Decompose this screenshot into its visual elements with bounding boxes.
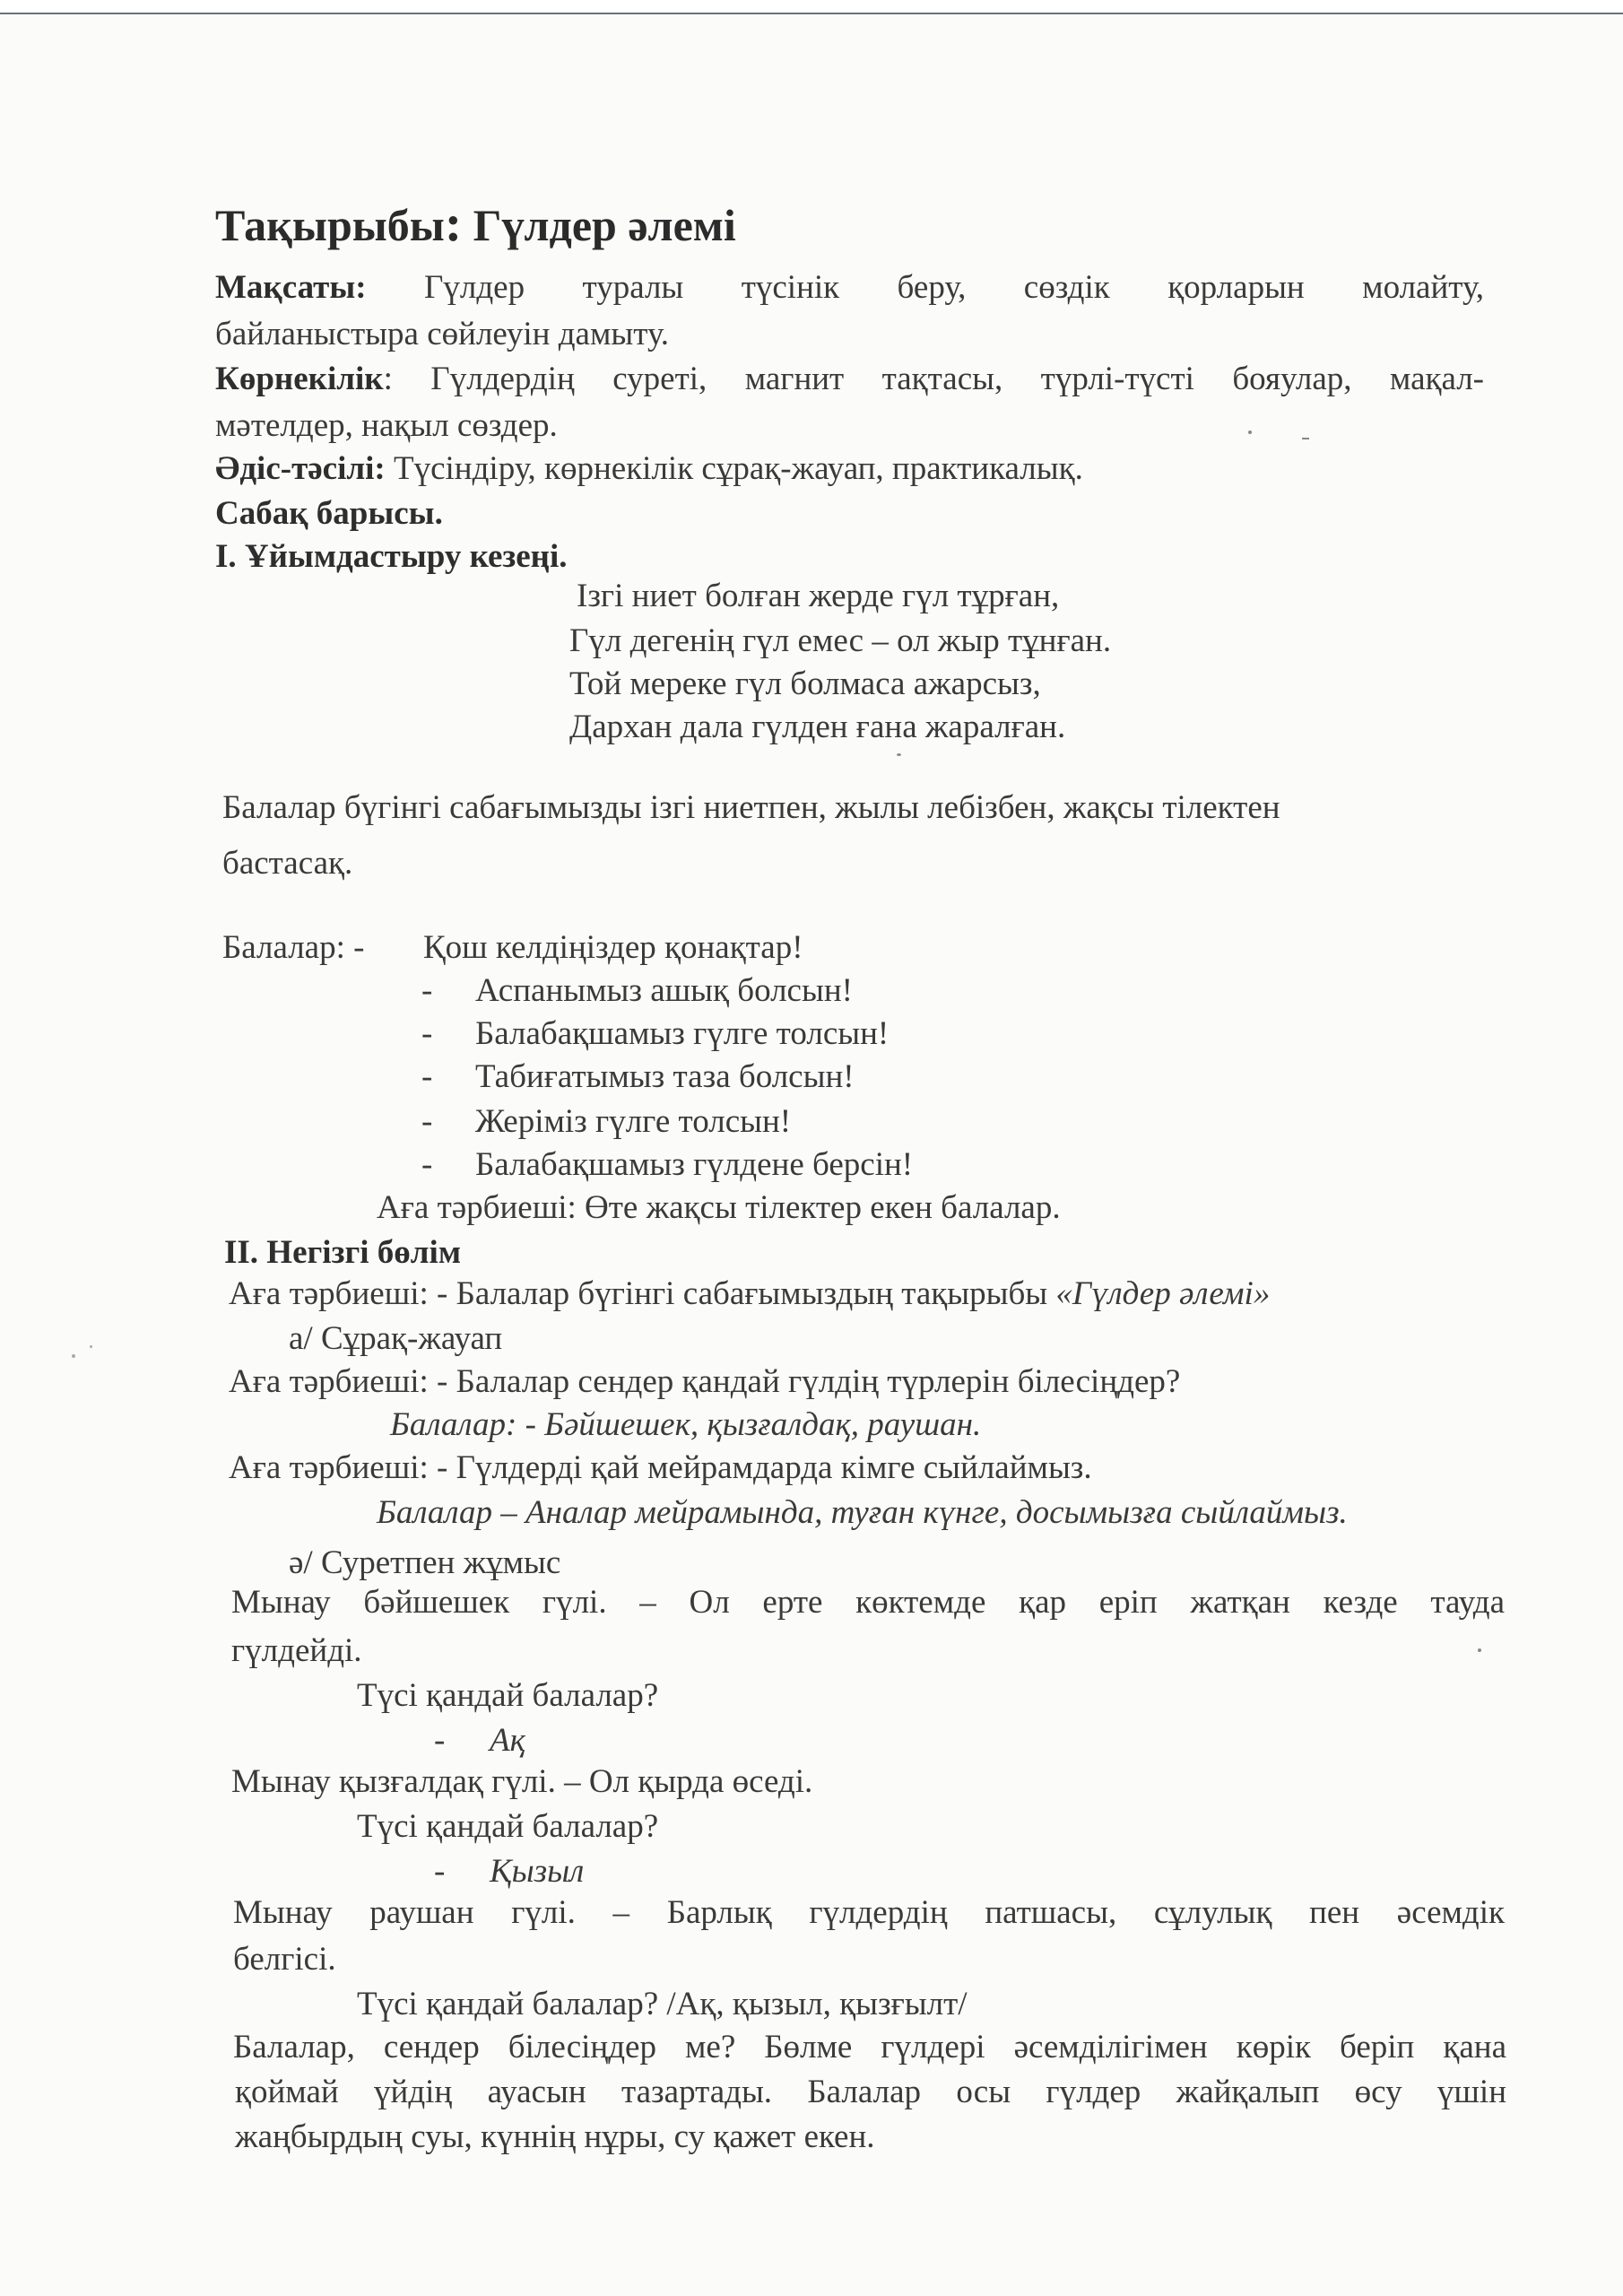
visual-label: Көрнекілік	[215, 361, 384, 397]
goal-line-1	[215, 267, 1484, 309]
wish-item	[421, 1057, 855, 1098]
answer-text: Қызыл	[490, 1853, 585, 1890]
flower-3-line-2: белгісі.	[233, 1941, 336, 1978]
section-1-heading: І. Ұйымдастыру кезеңі.	[215, 538, 568, 575]
wish-item	[421, 1144, 913, 1186]
list-dash: -	[421, 1146, 433, 1183]
topic-prefix: Аға тәрбиеші: - Балалар бүгінгі сабағымыздың тақырыбы	[229, 1275, 1056, 1312]
wish-text: Аспанымыз ашық болсын!	[475, 972, 853, 1009]
scan-speck	[1248, 430, 1252, 434]
scan-speck	[897, 753, 901, 756]
color-question-1: Түсі қандай балалар?	[357, 1677, 659, 1714]
wish-text: Балабақшамыз гүлге толсын!	[475, 1015, 890, 1052]
method-label: Әдіс-тәсілі:	[215, 450, 386, 487]
wish-text: Табиғатымыз таза болсын!	[475, 1058, 855, 1095]
goal-text: Гүлдер туралы түсінік беру, сөздік қорларын молайту,	[423, 269, 1484, 306]
answer-1: Балалар: - Бәйшешек, қызғалдақ, раушан.	[390, 1406, 982, 1443]
wish-item	[421, 970, 853, 1012]
teacher-reply: Аға тәрбиеші: Өте жақсы тілектер екен балалар.	[377, 1189, 1061, 1226]
title-text: Гүлдер әлемі	[473, 200, 736, 250]
color-answer-2	[434, 1851, 584, 1892]
wish-item	[421, 1013, 889, 1055]
list-dash: -	[421, 1058, 433, 1095]
question-1: Аға тәрбиеші: - Балалар сендер қандай гүлдің түрлерін білесіңдер?	[229, 1363, 1181, 1400]
topic-question	[229, 1274, 1270, 1315]
scan-speck	[72, 1354, 75, 1358]
intro-line-1: Балалар бүгінгі сабағымызды ізгі ниетпен, жылы лебізбен, жақсы тілектен	[222, 789, 1280, 826]
goal-line-2: байланыстыра сөйлеуін дамыту.	[215, 316, 669, 352]
flower-2-line: Мынау қызғалдақ гүлі. – Ол қырда өседі.	[231, 1763, 813, 1800]
list-dash: -	[434, 1722, 446, 1759]
answer-2: Балалар – Аналар мейрамында, туған күнге, досымызға сыйлаймыз.	[377, 1494, 1348, 1531]
topic-name: «Гүлдер әлемі»	[1055, 1275, 1271, 1312]
closing-line: жаңбырдың суы, күннің нұры, су қажет екен.	[235, 2118, 875, 2155]
color-answer-1	[434, 1720, 525, 1761]
method-line	[215, 448, 1083, 490]
poem-line: Дархан дала гүлден ғана жаралған.	[569, 709, 1066, 745]
list-dash: -	[434, 1853, 446, 1890]
visual-line-1	[215, 359, 1484, 400]
answer-text: Ақ	[490, 1722, 525, 1759]
method-text: Түсіндіру, көрнекілік сұрақ-жауап, практикалық.	[385, 450, 1083, 487]
list-dash: -	[421, 1103, 433, 1140]
color-question-3: Түсі қандай балалар? /Ақ, қызыл, қызғылт/	[357, 1986, 968, 2022]
closing-line: қоймай үйдің ауасын тазартады. Балалар осы гүлдер жайқалып өсу үшін	[235, 2074, 1506, 2110]
list-dash: -	[421, 972, 433, 1009]
poem-line: Той мереке гүл болмаса ажарсыз,	[569, 665, 1041, 702]
title-colon: :	[444, 194, 463, 252]
sub-section-b: ә/ Суретпен жұмыс	[289, 1544, 561, 1581]
section-2-heading: ІІ. Негізгі бөлім	[224, 1234, 462, 1271]
children-label: Балалар: -	[222, 929, 365, 966]
visual-text: : Гүлдердің суреті, магнит тақтасы, түрлі-түсті бояулар, мақал-	[383, 361, 1484, 397]
closing-line: Балалар, сендер білесіңдер ме? Бөлме гүлдері әсемділігімен көрік беріп қана	[233, 2029, 1506, 2066]
flower-3-line-1: Мынау раушан гүлі. – Барлық гүлдердің патшасы, сұлулық пен әсемдік	[233, 1894, 1505, 1931]
poem-line: Ізгі ниет болған жерде гүл тұрған,	[577, 578, 1060, 614]
wish-item	[421, 1101, 791, 1143]
poem-line: Гүл дегенің гүл емес – ол жыр тұнған.	[569, 622, 1112, 659]
intro-line-2: бастасақ.	[222, 845, 353, 882]
wish-item: Қош келдіңіздер қонақтар!	[423, 929, 803, 966]
question-2: Аға тәрбиеші: - Гүлдерді қай мейрамдарда кімге сыйлаймыз.	[229, 1449, 1092, 1486]
flower-1-line-2: гүлдейді.	[231, 1632, 362, 1669]
color-question-2: Түсі қандай балалар?	[357, 1808, 659, 1845]
page-title	[215, 194, 736, 252]
goal-label: Мақсаты:	[215, 269, 367, 306]
visual-line-2: мәтелдер, нақыл сөздер.	[215, 407, 558, 444]
list-dash: -	[421, 1015, 433, 1052]
flower-1-line-1: Мынау бәйшешек гүлі. – Ол ерте көктемде қар еріп жатқан кезде тауда	[231, 1584, 1505, 1621]
title-label: Тақырыбы	[215, 200, 445, 250]
wish-text: Жеріміз гүлге толсын!	[475, 1103, 792, 1140]
scan-speck	[90, 1345, 92, 1348]
wish-text: Балабақшамыз гүлдене берсін!	[475, 1146, 914, 1183]
lesson-heading: Сабақ барысы.	[215, 495, 443, 532]
scan-speck	[1478, 1648, 1481, 1652]
scan-speck	[1302, 438, 1309, 439]
sub-section-a: а/ Сұрақ-жауап	[289, 1320, 503, 1357]
